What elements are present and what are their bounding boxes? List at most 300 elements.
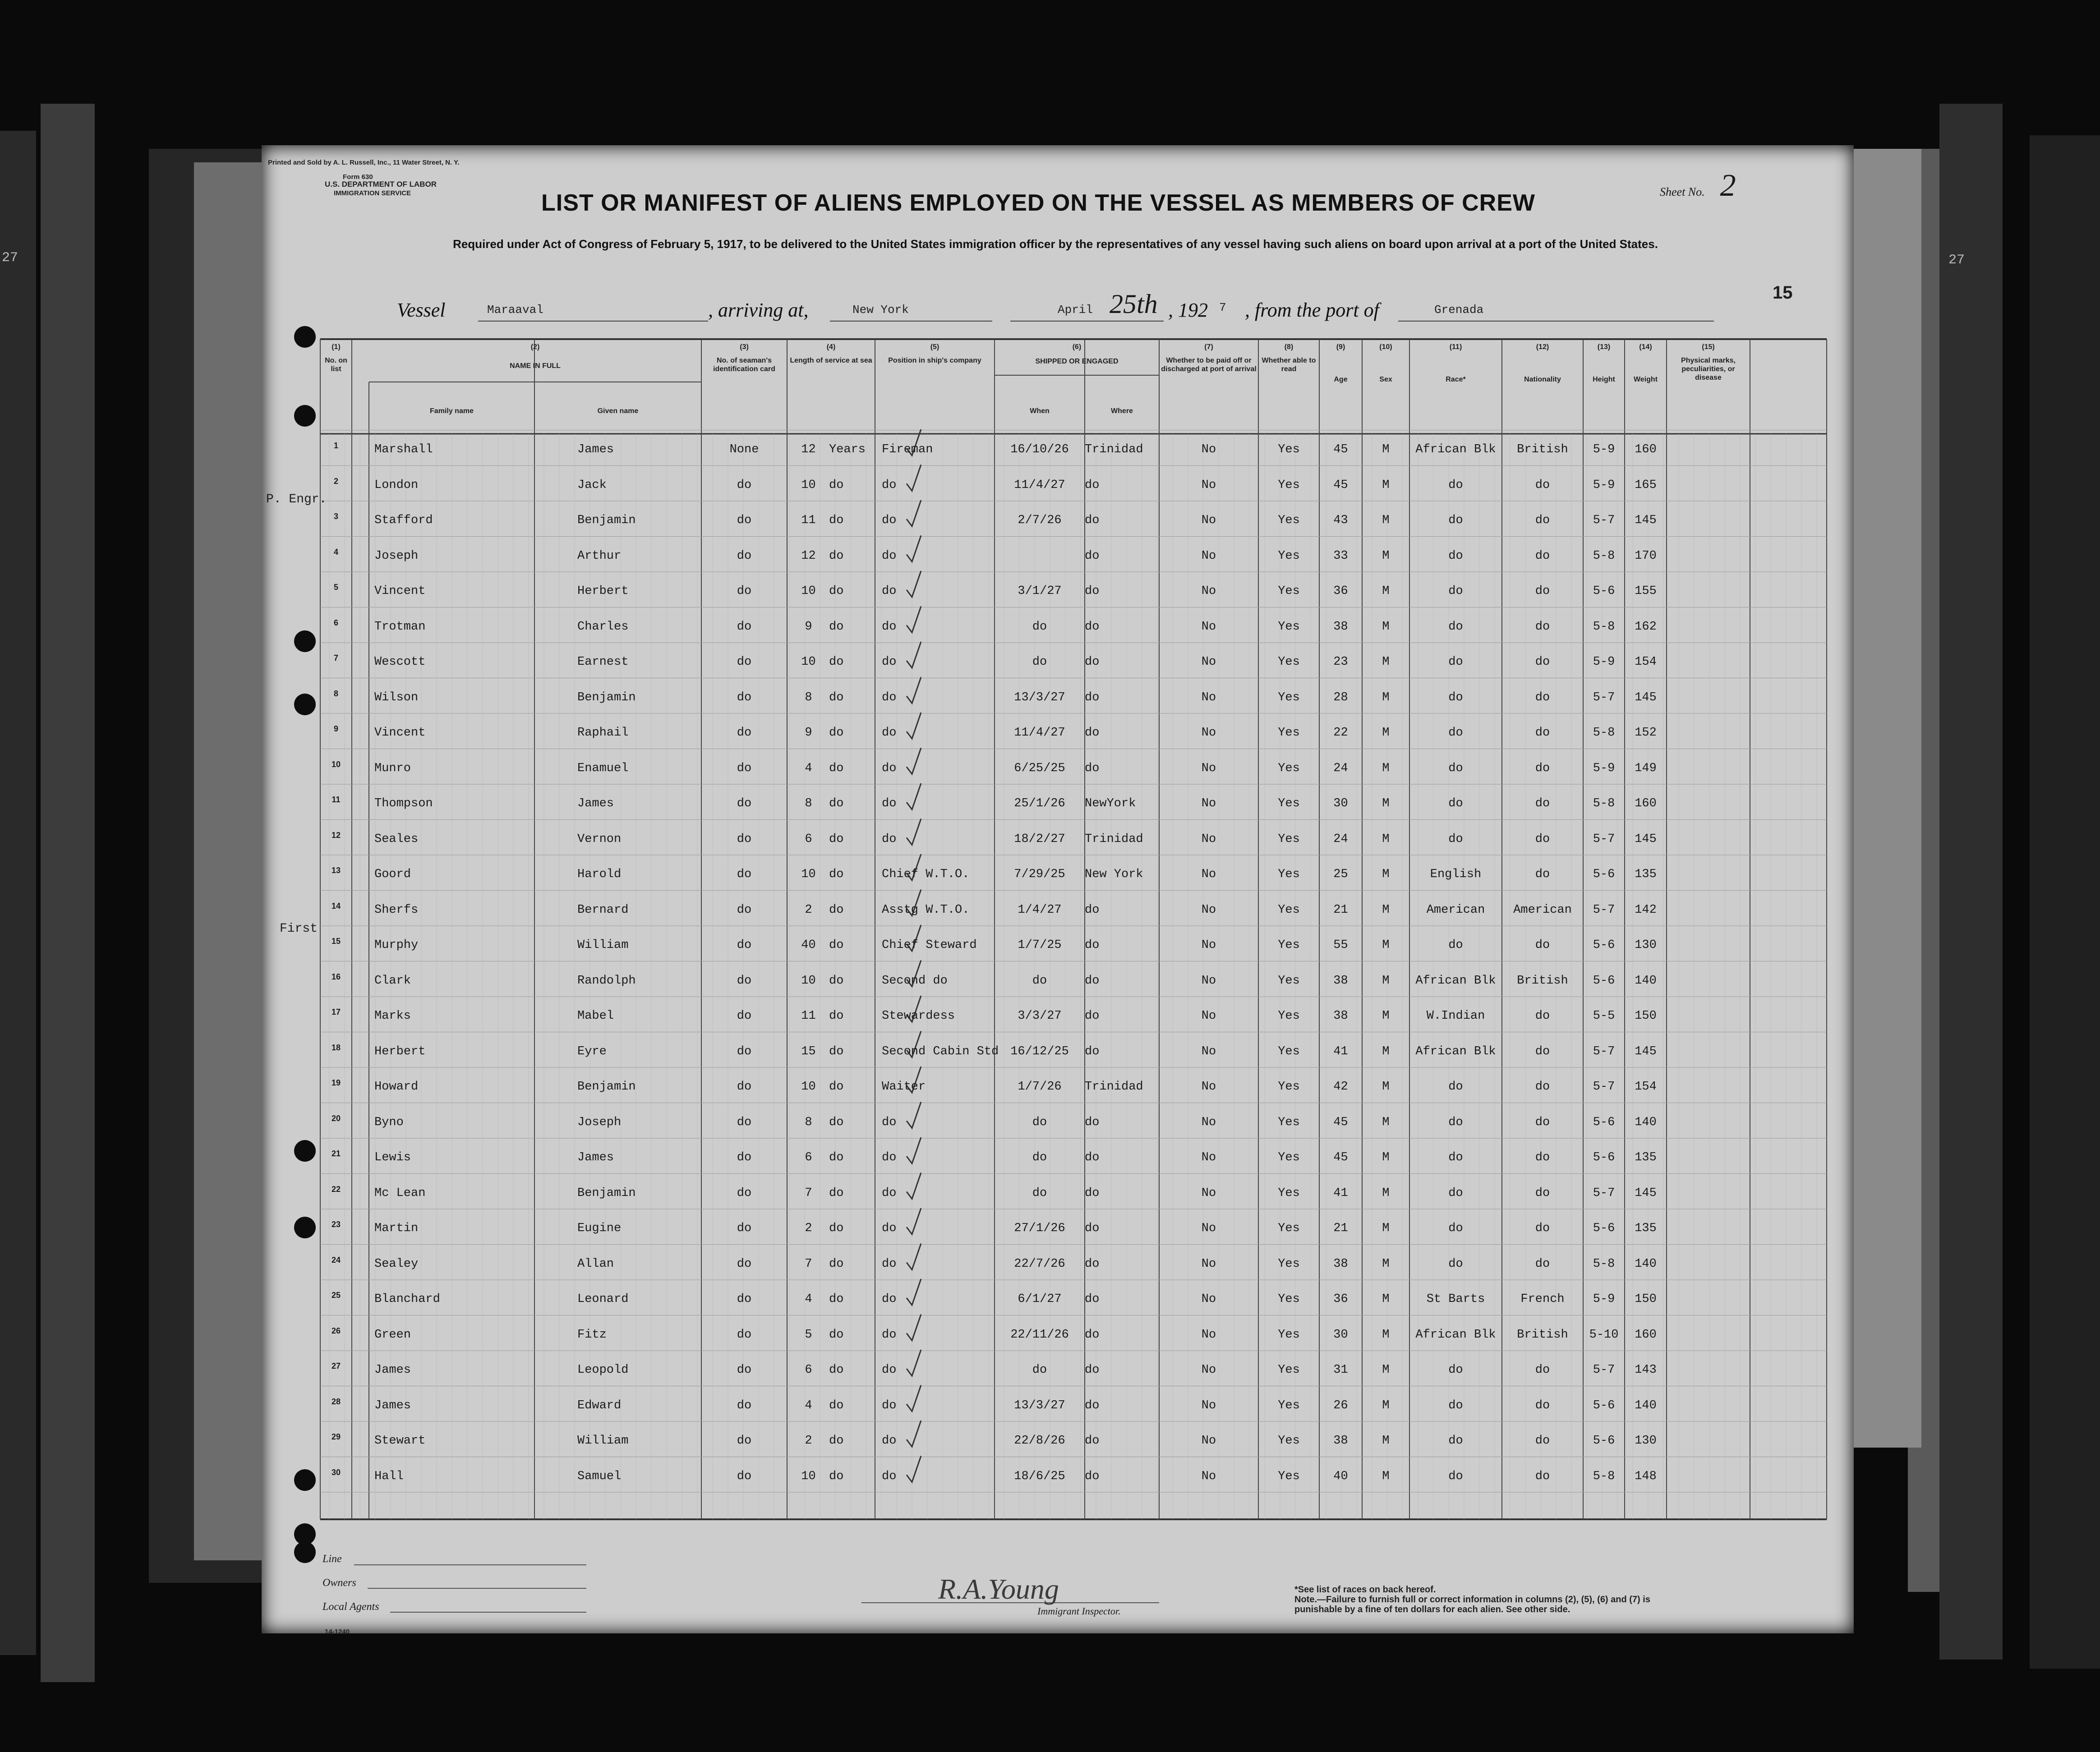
cell-wt: 160 [1635, 443, 1657, 456]
cell-pos: do [882, 1115, 897, 1129]
cell-sex: M [1382, 443, 1390, 456]
cell-ht: 5-9 [1593, 655, 1615, 669]
cell-unit: do [829, 1222, 844, 1235]
footer-agents-label: Local Agents [322, 1601, 379, 1613]
cell-nat: do [1535, 868, 1550, 881]
cell-race: do [1448, 938, 1463, 952]
cell-ht: 5-7 [1593, 1186, 1615, 1200]
cell-race: do [1448, 832, 1463, 846]
cell-sex: M [1382, 1115, 1390, 1129]
cell-unit: do [829, 761, 844, 775]
cell-paid: No [1201, 514, 1216, 527]
cell-age: 22 [1333, 726, 1348, 740]
cell-sex: M [1382, 903, 1390, 917]
cell-card: do [737, 1186, 752, 1200]
cell-when: 27/1/26 [1014, 1222, 1065, 1235]
cell-wt: 145 [1635, 690, 1657, 704]
cell-race: African Blk [1415, 974, 1496, 988]
column-number: (7) [1204, 343, 1213, 351]
cell-where: NewYork [1085, 797, 1136, 810]
cell-age: 28 [1333, 690, 1348, 704]
cell-family: Lewis [374, 1151, 411, 1164]
manifest-sheet [262, 145, 1854, 1636]
cell-family: Hall [374, 1469, 404, 1483]
cell-race: do [1448, 1363, 1463, 1377]
cell-unit: do [829, 1328, 844, 1342]
cell-len: 15 [801, 1044, 816, 1058]
cell-nat: British [1517, 1328, 1568, 1342]
cell-sex: M [1382, 761, 1390, 775]
cell-age: 30 [1333, 797, 1348, 810]
cell-len: 10 [801, 868, 816, 881]
cell-race: do [1448, 1115, 1463, 1129]
cell-paid: No [1201, 1398, 1216, 1412]
cell-pos: do [882, 655, 897, 669]
cell-card: do [737, 1115, 752, 1129]
cell-given: Herbert [577, 584, 629, 598]
cell-ht: 5-8 [1593, 620, 1615, 634]
cell-nat: do [1535, 1469, 1550, 1483]
column-header-when: When [1030, 407, 1050, 415]
cell-race: do [1448, 1398, 1463, 1412]
cell-wt: 149 [1635, 761, 1657, 775]
cell-when: 7/29/25 [1014, 868, 1065, 881]
cell-ht: 5-9 [1593, 443, 1615, 456]
cell-unit: do [829, 478, 844, 492]
cell-paid: No [1201, 1115, 1216, 1129]
cell-sex: M [1382, 690, 1390, 704]
cell-ht: 5-8 [1593, 726, 1615, 740]
cell-where: do [1085, 1222, 1100, 1235]
cell-where: do [1085, 690, 1100, 704]
cell-where: do [1085, 1115, 1100, 1129]
cell-sex: M [1382, 938, 1390, 952]
arrival-year-digit: 7 [1219, 301, 1226, 314]
cell-card: do [737, 1328, 752, 1342]
cell-sex: M [1382, 1222, 1390, 1235]
cell-nat: do [1535, 1363, 1550, 1377]
cell-age: 43 [1333, 514, 1348, 527]
cell-where: New York [1085, 868, 1143, 881]
cell-no: 24 [331, 1255, 341, 1265]
cell-len: 12 [801, 549, 816, 563]
cell-len: 4 [805, 1398, 812, 1412]
cell-paid: No [1201, 1080, 1216, 1094]
column-header-label: No. on list [325, 357, 347, 373]
cell-where: do [1085, 1398, 1100, 1412]
cell-age: 26 [1333, 1398, 1348, 1412]
cell-ht: 5-6 [1593, 938, 1615, 952]
cell-nat: do [1535, 620, 1550, 634]
arrival-month: April [1058, 303, 1093, 317]
cell-wt: 148 [1635, 1469, 1657, 1483]
from-port: Grenada [1434, 303, 1484, 317]
cell-unit: do [829, 584, 844, 598]
cell-where: do [1085, 1363, 1100, 1377]
cell-card: do [737, 1044, 752, 1058]
cell-given: Benjamin [577, 1186, 636, 1200]
cell-paid: No [1201, 797, 1216, 810]
cell-family: Vincent [374, 584, 426, 598]
cell-len: 10 [801, 655, 816, 669]
cell-card: do [737, 1222, 752, 1235]
cell-unit: do [829, 1009, 844, 1023]
cell-paid: No [1201, 655, 1216, 669]
cell-sex: M [1382, 1292, 1390, 1306]
column-header-given: Given name [597, 407, 639, 415]
cell-no: 16 [331, 972, 341, 981]
cell-race: W.Indian [1426, 1009, 1485, 1023]
cell-read: Yes [1278, 549, 1300, 563]
cell-read: Yes [1278, 443, 1300, 456]
cell-nat: do [1535, 655, 1550, 669]
cell-wt: 154 [1635, 655, 1657, 669]
cell-read: Yes [1278, 1222, 1300, 1235]
cell-family: Goord [374, 868, 411, 881]
cell-age: 55 [1333, 938, 1348, 952]
column-number: (9) [1336, 343, 1345, 351]
cell-pos: Stewardess [882, 1009, 955, 1023]
cell-age: 42 [1333, 1080, 1348, 1094]
cell-when: 1/4/27 [1018, 903, 1062, 917]
cell-where: do [1085, 1186, 1100, 1200]
cell-sex: M [1382, 655, 1390, 669]
cell-len: 6 [805, 1151, 812, 1164]
cell-no: 4 [333, 547, 338, 556]
cell-where: do [1085, 1151, 1100, 1164]
cell-age: 38 [1333, 620, 1348, 634]
cell-len: 4 [805, 1292, 812, 1306]
footer-form-number: 14-1240 [325, 1628, 350, 1636]
cell-unit: do [829, 1151, 844, 1164]
cell-given: Raphail [577, 726, 629, 740]
cell-nat: do [1535, 1434, 1550, 1448]
cell-family: Sherfs [374, 903, 419, 917]
cell-len: 6 [805, 1363, 812, 1377]
cell-where: do [1085, 1044, 1100, 1058]
footer-line-label: Line [322, 1553, 342, 1565]
cell-where: do [1085, 903, 1100, 917]
column-header-label: NAME IN FULL [510, 362, 561, 370]
cell-given: Enamuel [577, 761, 629, 775]
cell-nat: American [1513, 903, 1572, 917]
cell-family: James [374, 1398, 411, 1412]
cell-given: Edward [577, 1398, 622, 1412]
column-header-label: Race* [1446, 376, 1466, 383]
column-header-label: Physical marks, peculiarities, or disease [1681, 357, 1736, 382]
cell-where: do [1085, 655, 1100, 669]
cell-card: do [737, 868, 752, 881]
cell-age: 45 [1333, 1151, 1348, 1164]
cell-no: 23 [331, 1220, 341, 1229]
cell-ht: 5-6 [1593, 584, 1615, 598]
cell-sex: M [1382, 974, 1390, 988]
cell-pos: Waiter [882, 1080, 926, 1094]
cell-no: 26 [331, 1326, 341, 1335]
arriving-label: , arriving at, [708, 299, 809, 321]
cell-race: do [1448, 761, 1463, 775]
cell-paid: No [1201, 690, 1216, 704]
cell-sex: M [1382, 1186, 1390, 1200]
cell-paid: No [1201, 726, 1216, 740]
cell-read: Yes [1278, 1257, 1300, 1271]
footer-lines [262, 145, 1854, 1633]
cell-len: 4 [805, 761, 812, 775]
cell-pos: Fireman [882, 443, 933, 456]
cell-family: Marshall [374, 443, 433, 456]
cell-len: 6 [805, 832, 812, 846]
cell-age: 21 [1333, 903, 1348, 917]
cell-family: Sealey [374, 1257, 419, 1271]
cell-unit: do [829, 974, 844, 988]
cell-pos: Second do [882, 974, 948, 988]
cell-pos: do [882, 690, 897, 704]
cell-where: do [1085, 1292, 1100, 1306]
cell-card: do [737, 1080, 752, 1094]
cell-age: 38 [1333, 1009, 1348, 1023]
cell-race: do [1448, 726, 1463, 740]
cell-unit: do [829, 832, 844, 846]
cell-wt: 140 [1635, 1398, 1657, 1412]
column-header-label: Position in ship's company [888, 357, 981, 364]
cell-nat: do [1535, 1115, 1550, 1129]
cell-card: do [737, 1257, 752, 1271]
cell-paid: No [1201, 1009, 1216, 1023]
cell-wt: 143 [1635, 1363, 1657, 1377]
cell-age: 30 [1333, 1328, 1348, 1342]
cell-race: do [1448, 1186, 1463, 1200]
cell-when: 13/3/27 [1014, 1398, 1065, 1412]
cell-card: do [737, 761, 752, 775]
column-number: (15) [1702, 343, 1715, 351]
cell-where: do [1085, 549, 1100, 563]
cell-wt: 140 [1635, 974, 1657, 988]
cell-card: do [737, 478, 752, 492]
cell-no: 17 [331, 1007, 341, 1016]
cell-when: 16/10/26 [1010, 443, 1069, 456]
cell-nat: do [1535, 1151, 1550, 1164]
cell-when: 18/2/27 [1014, 832, 1065, 846]
cell-unit: do [829, 726, 844, 740]
cell-ht: 5-6 [1593, 868, 1615, 881]
cell-read: Yes [1278, 478, 1300, 492]
cell-card: do [737, 797, 752, 810]
cell-pos: do [882, 549, 897, 563]
column-header-family: Family name [430, 407, 474, 415]
cell-card: do [737, 974, 752, 988]
cell-unit: do [829, 1363, 844, 1377]
cell-age: 36 [1333, 584, 1348, 598]
cell-pos: do [882, 1257, 897, 1271]
cell-where: Trinidad [1085, 832, 1143, 846]
cell-nat: British [1517, 443, 1568, 456]
cell-nat: do [1535, 514, 1550, 527]
cell-where: do [1085, 938, 1100, 952]
cell-nat: do [1535, 761, 1550, 775]
cell-no: 9 [333, 724, 338, 733]
cell-no: 6 [333, 618, 338, 627]
cell-wt: 135 [1635, 1151, 1657, 1164]
cell-ht: 5-7 [1593, 1044, 1615, 1058]
page-title: LIST OR MANIFEST OF ALIENS EMPLOYED ON THE VESSEL AS MEMBERS OF CREW [541, 190, 1535, 216]
cell-sex: M [1382, 1398, 1390, 1412]
cell-ht: 5-6 [1593, 1434, 1615, 1448]
cell-where: do [1085, 620, 1100, 634]
cell-when: 18/6/25 [1014, 1469, 1065, 1483]
cell-wt: 130 [1635, 938, 1657, 952]
cell-pos: Second Cabin Std [882, 1044, 999, 1058]
cell-wt: 152 [1635, 726, 1657, 740]
cell-pos: Asstg W.T.O. [882, 903, 970, 917]
cell-given: Harold [577, 868, 622, 881]
cell-pos: do [882, 761, 897, 775]
cell-wt: 155 [1635, 584, 1657, 598]
cell-family: Thompson [374, 797, 433, 810]
cell-given: Eugine [577, 1222, 622, 1235]
cell-read: Yes [1278, 690, 1300, 704]
cell-race: do [1448, 478, 1463, 492]
cell-ht: 5-7 [1593, 690, 1615, 704]
cell-sex: M [1382, 726, 1390, 740]
cell-where: do [1085, 514, 1100, 527]
cell-read: Yes [1278, 655, 1300, 669]
cell-where: do [1085, 1257, 1100, 1271]
cell-given: Leonard [577, 1292, 629, 1306]
cell-nat: do [1535, 478, 1550, 492]
cell-len: 8 [805, 797, 812, 810]
cell-pos: do [882, 514, 897, 527]
cell-nat: do [1535, 1398, 1550, 1412]
cell-sex: M [1382, 584, 1390, 598]
cell-no: 7 [333, 653, 338, 662]
cell-where: do [1085, 584, 1100, 598]
cell-read: Yes [1278, 761, 1300, 775]
cell-sex: M [1382, 832, 1390, 846]
cell-len: 11 [801, 1009, 816, 1023]
cell-ht: 5-7 [1593, 903, 1615, 917]
cell-len: 9 [805, 620, 812, 634]
cell-wt: 142 [1635, 903, 1657, 917]
cell-nat: do [1535, 1222, 1550, 1235]
cell-read: Yes [1278, 868, 1300, 881]
department-label: U.S. DEPARTMENT OF LABOR [325, 180, 437, 189]
arrival-day: 25th [1110, 289, 1158, 319]
cell-nat: do [1535, 549, 1550, 563]
cell-age: 45 [1333, 478, 1348, 492]
cell-family: Murphy [374, 938, 419, 952]
cell-no: 2 [333, 476, 338, 486]
cell-race: do [1448, 549, 1463, 563]
cell-len: 7 [805, 1257, 812, 1271]
cell-no: 3 [333, 512, 338, 521]
cell-family: James [374, 1363, 411, 1377]
cell-read: Yes [1278, 1292, 1300, 1306]
cell-age: 21 [1333, 1222, 1348, 1235]
cell-given: Samuel [577, 1469, 622, 1483]
cell-wt: 140 [1635, 1115, 1657, 1129]
cell-family: Marks [374, 1009, 411, 1023]
cell-given: Fitz [577, 1328, 607, 1342]
cell-sex: M [1382, 1469, 1390, 1483]
cell-given: James [577, 1151, 614, 1164]
column-number: (5) [930, 343, 939, 351]
cell-unit: do [829, 868, 844, 881]
cell-no: 10 [331, 759, 341, 769]
cell-sex: M [1382, 1257, 1390, 1271]
column-header-where: Where [1111, 407, 1133, 415]
cell-unit: do [829, 1292, 844, 1306]
cell-len: 10 [801, 584, 816, 598]
cell-ht: 5-8 [1593, 797, 1615, 810]
cell-read: Yes [1278, 1398, 1300, 1412]
cell-card: do [737, 832, 752, 846]
cell-unit: do [829, 1115, 844, 1129]
column-number: (12) [1536, 343, 1549, 351]
cell-card: do [737, 726, 752, 740]
cell-pos: do [882, 584, 897, 598]
cell-age: 31 [1333, 1363, 1348, 1377]
cell-given: Allan [577, 1257, 614, 1271]
cell-pos: do [882, 1363, 897, 1377]
cell-age: 24 [1333, 832, 1348, 846]
cell-when: 6/25/25 [1014, 761, 1065, 775]
cell-pos: do [882, 1186, 897, 1200]
cell-race: do [1448, 690, 1463, 704]
cell-unit: do [829, 1186, 844, 1200]
cell-unit: do [829, 1044, 844, 1058]
cell-card: do [737, 938, 752, 952]
cell-family: Trotman [374, 620, 426, 634]
cell-pos: do [882, 1469, 897, 1483]
cell-given: Benjamin [577, 514, 636, 527]
cell-race: do [1448, 1080, 1463, 1094]
cell-nat: do [1535, 1044, 1550, 1058]
cell-age: 40 [1333, 1469, 1348, 1483]
cell-race: American [1426, 903, 1485, 917]
cell-ht: 5-6 [1593, 974, 1615, 988]
cell-family: Stewart [374, 1434, 426, 1448]
cell-read: Yes [1278, 1469, 1300, 1483]
cell-read: Yes [1278, 1115, 1300, 1129]
cell-sex: M [1382, 478, 1390, 492]
cell-unit: do [829, 620, 844, 634]
cell-when: do [1032, 1115, 1047, 1129]
from-port-label: , from the port of [1245, 299, 1379, 321]
footer-owners-label: Owners [322, 1577, 356, 1589]
cell-given: Joseph [577, 1115, 622, 1129]
cell-ht: 5-7 [1593, 514, 1615, 527]
cell-given: Vernon [577, 832, 622, 846]
cell-len: 11 [801, 514, 816, 527]
cell-paid: No [1201, 1363, 1216, 1377]
cell-given: Benjamin [577, 1080, 636, 1094]
cell-where: do [1085, 1469, 1100, 1483]
cell-no: 12 [331, 830, 341, 840]
cell-no: 29 [331, 1432, 341, 1441]
cell-given: Benjamin [577, 690, 636, 704]
column-header-label: Whether able to read [1262, 357, 1316, 373]
cell-paid: No [1201, 974, 1216, 988]
cell-nat: do [1535, 1257, 1550, 1271]
cell-no: 19 [331, 1078, 341, 1087]
cell-sex: M [1382, 868, 1390, 881]
cell-wt: 145 [1635, 1044, 1657, 1058]
cell-family: Wescott [374, 655, 426, 669]
cell-given: Mabel [577, 1009, 614, 1023]
cell-family: Stafford [374, 514, 433, 527]
cell-pos: do [882, 478, 897, 492]
cell-nat: do [1535, 584, 1550, 598]
